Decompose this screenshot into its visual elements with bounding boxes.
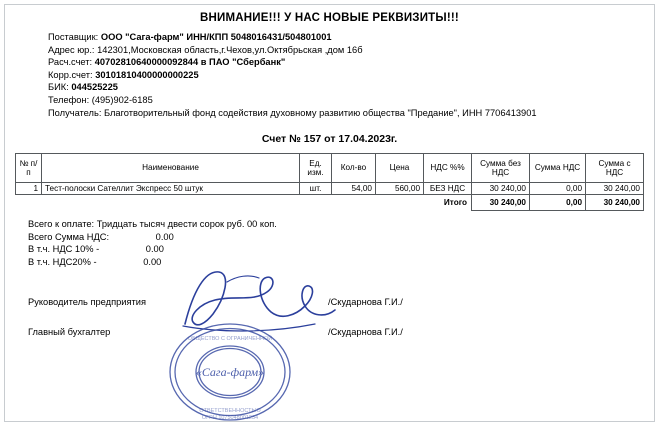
requisite-value: (495)902-6185: [91, 94, 153, 105]
requisite-label: Телефон:: [48, 94, 90, 105]
total-in-words: Всего к оплате: Тридцать тысяч двести сорок руб. 00 коп.: [28, 219, 277, 230]
cell-sum-with-vat: 30 240,00: [586, 183, 644, 195]
cell-name: Тест-полоски Сателлит Экспресс 50 штук: [42, 183, 300, 195]
col-price: Цена: [376, 154, 424, 183]
signature-name: /Скударнова Г.И./: [328, 326, 403, 337]
summary-line: [28, 256, 649, 269]
col-qty: Кол-во: [332, 154, 376, 183]
signature-row-accountant: [28, 317, 649, 347]
requisite-row: [48, 56, 649, 69]
signature-role: Главный бухгалтер: [28, 326, 111, 337]
cell-qty: 54,00: [332, 183, 376, 195]
cell-price: 560,00: [376, 183, 424, 195]
cell-sum-no-vat: 30 240,00: [472, 183, 530, 195]
summary-label: В т.ч. НДС20% -: [28, 256, 97, 267]
requisite-value: 044525225: [71, 82, 118, 93]
cell-num: 1: [16, 183, 42, 195]
requisite-label: Поставщик:: [48, 32, 99, 42]
summary-value: 0.00: [155, 231, 174, 242]
table-total-row: [16, 195, 644, 211]
signatures-block: [10, 287, 649, 347]
requisite-row: [48, 107, 649, 120]
total-label: Итого: [443, 198, 467, 208]
requisite-value: ООО "Сага-фарм" ИНН/КПП 5048016431/504801001: [100, 32, 332, 42]
requisites-block: [10, 31, 649, 119]
summary-label: Всего Сумма НДС:: [28, 231, 110, 242]
requisite-value: 30101810400000000225: [95, 69, 199, 80]
table-header-row: [16, 154, 644, 183]
items-table: [15, 153, 644, 211]
signature-row-director: [28, 287, 649, 317]
invoice-number-title: Счет № 157 от 17.04.2023г.: [261, 133, 398, 146]
requisite-row: [48, 94, 649, 107]
requisite-row: [48, 44, 649, 57]
col-vat-sum: Сумма НДС: [530, 154, 586, 183]
summary-block: [10, 218, 649, 268]
table-row: [16, 183, 644, 195]
cell-unit: шт.: [300, 183, 332, 195]
summary-line: [28, 231, 649, 244]
svg-text:ОГРН 1075048001234: ОГРН 1075048001234: [201, 415, 259, 421]
total-sum-no-vat: 30 240,00: [472, 195, 530, 211]
requisite-row: [48, 81, 649, 94]
col-vat-rate: НДС %%: [424, 154, 472, 183]
svg-text:ОТВЕТСТВЕННОСТЬЮ: ОТВЕТСТВЕННОСТЬЮ: [199, 408, 261, 414]
summary-label: В т.ч. НДС 10% -: [28, 244, 100, 255]
requisite-label: Получатель:: [48, 107, 102, 118]
col-unit: Ед. изм.: [300, 154, 332, 183]
requisite-label: Расч.счет:: [48, 57, 93, 68]
signature-name: /Скударнова Г.И./: [328, 296, 403, 307]
requisite-label: Корр.счет:: [48, 69, 93, 80]
warning-title: ВНИМАНИЕ!!! У НАС НОВЫЕ РЕКВИЗИТЫ!!!: [200, 12, 459, 24]
svg-text:ОБЩЕСТВО С ОГРАНИЧЕННОЙ: ОБЩЕСТВО С ОГРАНИЧЕННОЙ: [187, 336, 273, 342]
requisite-value: Благотворительный фонд содействия духовному развитию общества "Предание", ИНН 7706413901: [104, 107, 537, 118]
cell-vat-sum: 0,00: [530, 183, 586, 195]
col-num: № п/п: [16, 154, 42, 183]
signature-role: Руководитель предприятия: [28, 296, 146, 307]
stamp-center-text: «Сага-фарм»: [195, 365, 265, 379]
total-sum-with-vat: 30 240,00: [586, 195, 644, 211]
cell-vat-rate: БЕЗ НДС: [424, 183, 472, 195]
col-name: Наименование: [42, 154, 300, 183]
requisite-label: БИК:: [48, 82, 69, 93]
summary-value: 0.00: [143, 256, 162, 267]
total-vat-sum: 0,00: [530, 195, 586, 211]
summary-value: 0.00: [145, 244, 164, 255]
requisite-label: Адрес юр.:: [48, 44, 95, 55]
requisite-row: [48, 31, 649, 44]
requisite-value: 142301,Московская область,г.Чехов,ул.Октябрьская ,дом 16б: [97, 44, 363, 55]
col-sum-no-vat: Сумма без НДС: [472, 154, 530, 183]
col-sum-with-vat: Сумма с НДС: [586, 154, 644, 183]
summary-line: [28, 243, 649, 256]
requisite-row: [48, 69, 649, 82]
requisite-value: 40702810640000092844 в ПАО "Сбербанк": [94, 57, 286, 68]
